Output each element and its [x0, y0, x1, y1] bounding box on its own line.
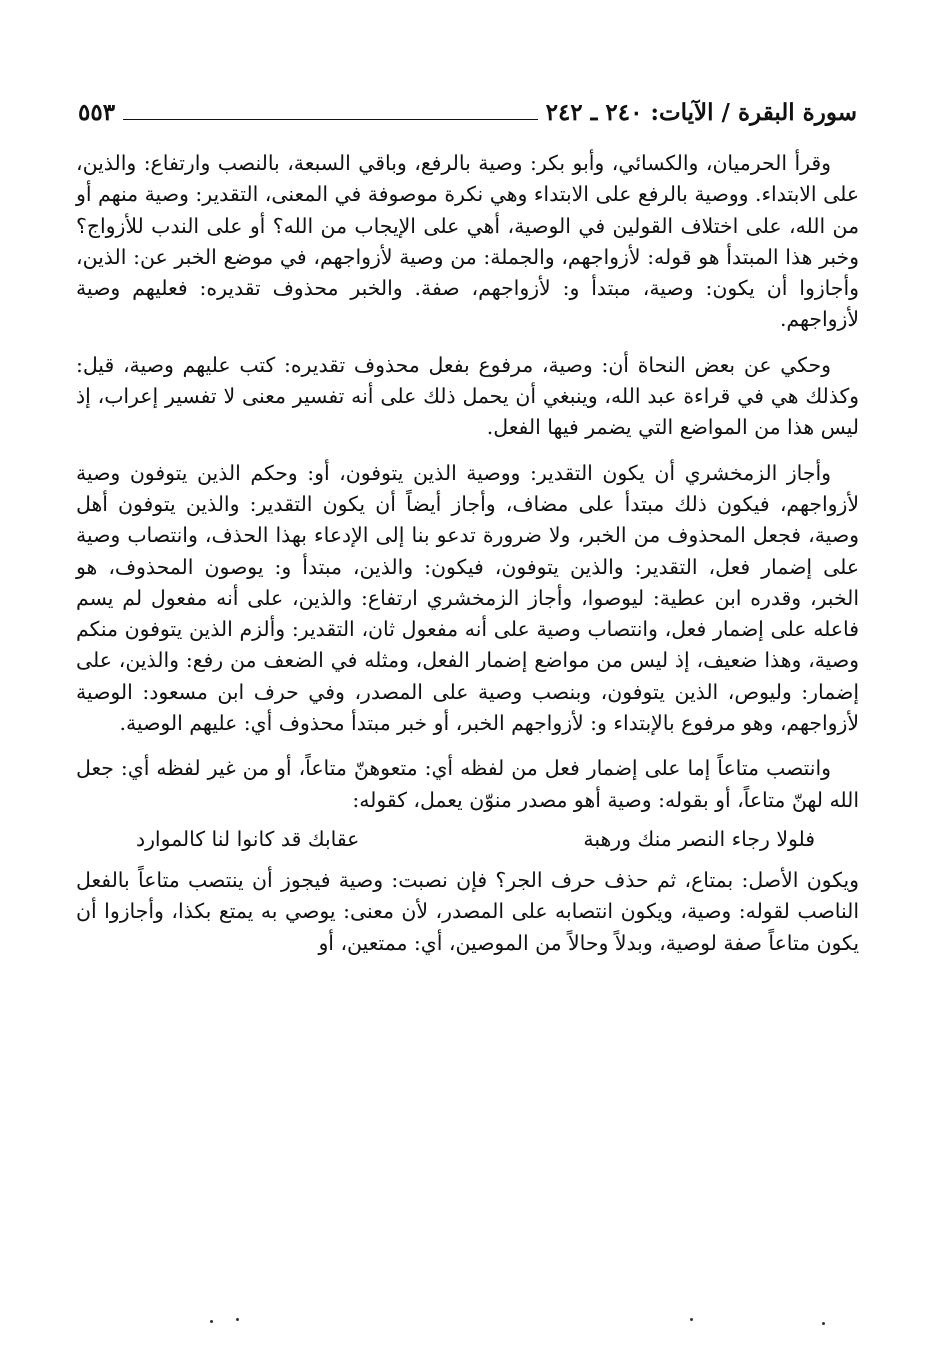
verse-second-hemistich: عقابك قد كانوا لنا كالموارد [136, 826, 360, 851]
paragraph-4: وانتصب متاعاً إما على إضمار فعل من لفظه أي: متعوهنّ متاعاً، أو من غير لفظه أي: جعل الله لهنّ متاعاً، أو بقوله: وصية أهو مصدر منوّن يعمل، كقوله: [76, 756, 859, 812]
paragraph-5: ويكون الأصل: بمتاع، ثم حذف حرف الجر؟ فإن نصبت: وصية فيجوز أن ينتصب متاعاً بالفعل الناصب لقوله: وصية، ويكون انتصابه على المصدر، لأن معنى: يوصي به يمتع بكذا، وأجازوا أن يكون متاعاً صفة لوصية، وبدلاً وحالاً من الموصين، أي: ممتعين، أو [76, 867, 859, 955]
scan-speck [690, 1318, 693, 1321]
scan-speck [822, 1322, 825, 1325]
paragraph-1: وقرأ الحرميان، والكسائي، وأبو بكر: وصية بالرفع، وباقي السبعة، بالنصب وارتفاع: والذين، على الابتداء. ووصية بالرفع على الابتداء وهي نكرة موصوفة في المعنى، التقدير: وصية منهم أو من الله، على اختلاف القولين في الوصية، أهي على الإيجاب من الله؟ أو على الندب للأزواج؟ وخبر هذا المبتدأ هو قوله: لأزواجهم، والجملة: من وصية لأزواجهم، في موضع الخبر عن: الذين، وأجازوا أن يكون: وصية، مبتدأ و: لأزواجهم، صفة. والخبر محذوف تقديره: فعليهم وصية لأزواجهم. [76, 151, 859, 332]
poetry-verse [136, 824, 815, 855]
header-rule [123, 118, 538, 120]
scan-speck [210, 1320, 213, 1323]
page-header [78, 88, 857, 124]
paragraph-2: وحكي عن بعض النحاة أن: وصية، مرفوع بفعل محذوف تقديره: كتب عليهم وصية، قيل: وكذلك هي في قراءة عبد الله، وينبغي أن يحمل ذلك على أنه تفسير معنى لا تفسير إعراب، إذ ليس هذا من المواضع التي يضمر فيها الفعل. [76, 352, 859, 440]
page-number: ٥٥٣ [78, 99, 116, 126]
running-title: سورة البقرة / الآيات: ٢٤٠ ـ ٢٤٢ [545, 99, 857, 126]
paragraph-3: وأجاز الزمخشري أن يكون التقدير: ووصية الذين يتوفون، أو: وحكم الذين يتوفون وصية لأزواجهم، فيكون ذلك مبتدأ على مضاف، وأجاز أيضاً أن يكون التقدير: والذين يتوفون أهل وصية، فجعل المحذوف من الخبر، ولا ضرورة تدعو بنا إلى الإدعاء بهذا الحذف، وانتصاب وصية على إضمار فعل، التقدير: والذين يتوفون، فيكون: والذين، مبتدأ و: يوصون المحذوف، هو الخبر، وقدره ابن عطية: ليوصوا، وأجاز الزمخشري ارتفاع: والذين، على أنه مفعول لم يسم فاعله على إضمار فعل، وانتصاب وصية على أنه مفعول ثان، التقدير: وألزم الذين يتوفون منكم وصية، وهذا ضعيف، إذ ليس من مواضع إضمار الفعل، ومثله في الضعف من رفع: والذين، على إضمار: وليوص، الذين يتوفون، وبنصب وصية على المصدر، وفي حرف ابن مسعود: الوصية لأزواجهم، وهو مرفوع بالإبتداء و: لأزواجهم الخبر، أو خبر مبتدأ محذوف أي: عليهم الوصية. [76, 460, 859, 736]
scan-specks [0, 1318, 935, 1330]
verse-first-hemistich: فلولا رجاء النصر منك ورهبة [583, 826, 815, 851]
scan-speck [236, 1318, 239, 1321]
page-body [76, 148, 859, 973]
